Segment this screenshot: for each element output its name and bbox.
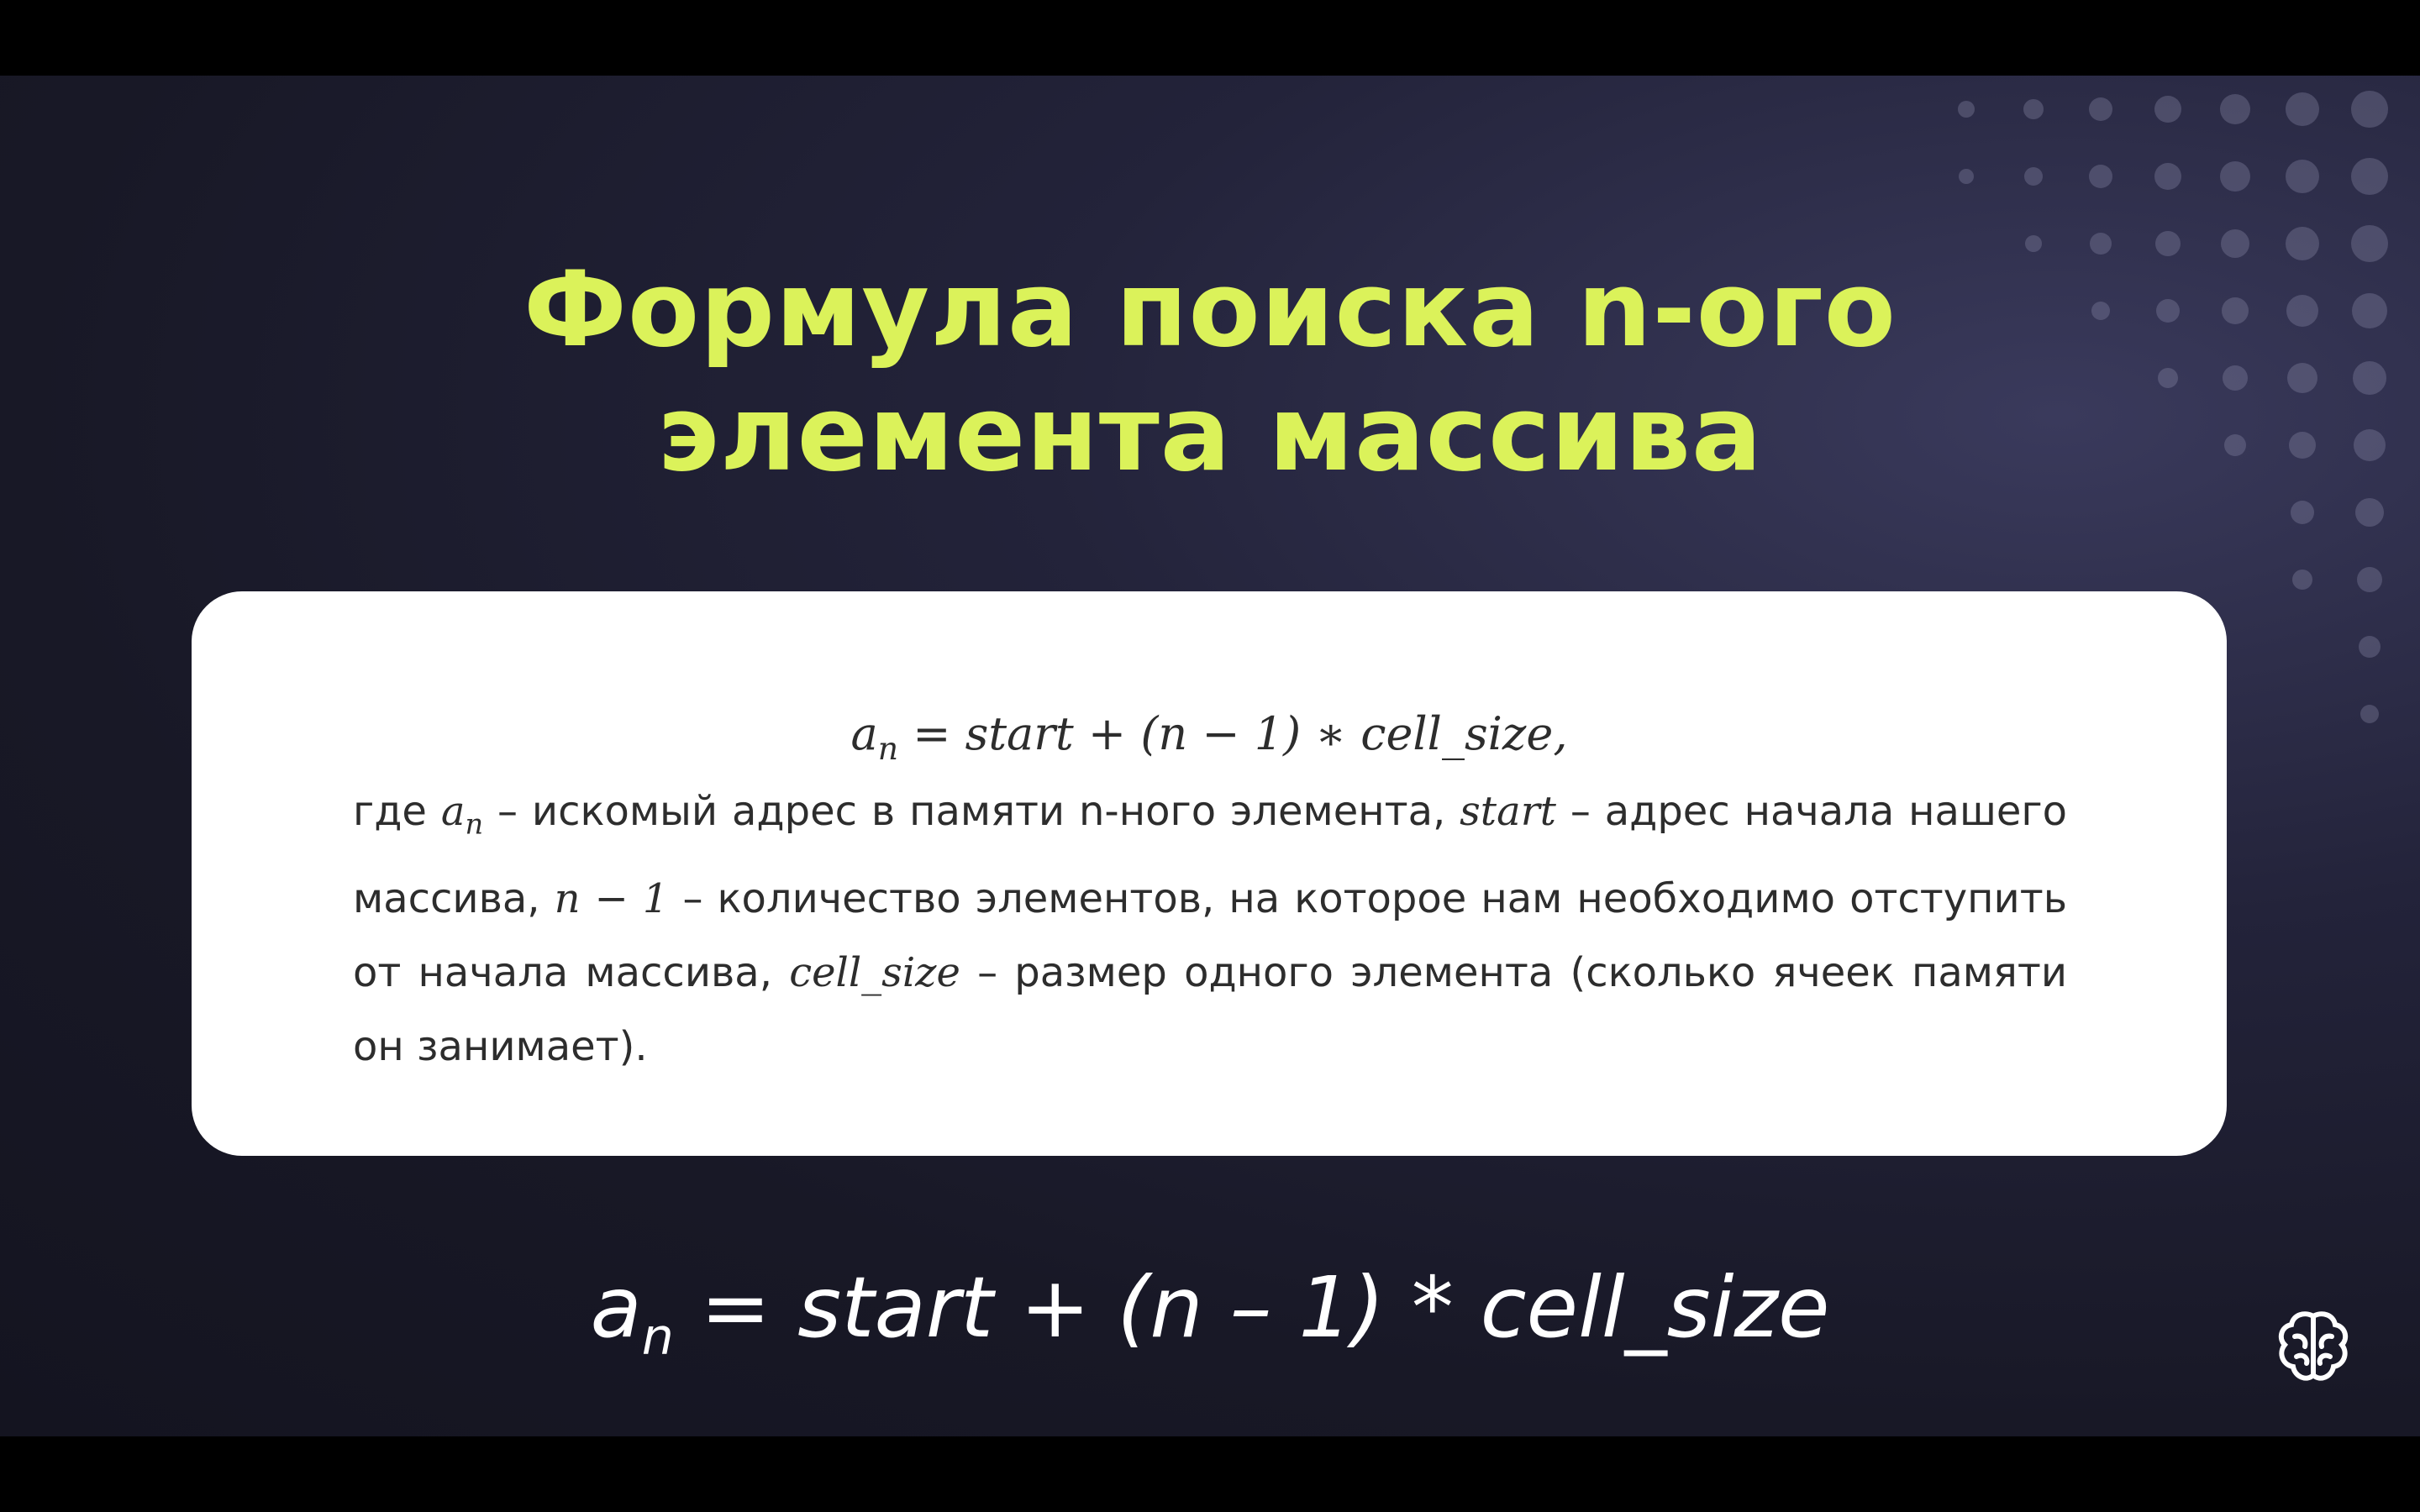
desc-text-3: – адрес начала нашего массива, — [353, 788, 2067, 922]
desc-var-start: start — [1460, 788, 1556, 835]
caption-a: a — [590, 1258, 642, 1357]
card-formula-sub: n — [877, 729, 899, 767]
caption-sub: n — [641, 1308, 674, 1367]
desc-var-a-sub: n — [465, 807, 484, 841]
desc-var-n-minus-1: n − 1 — [554, 874, 669, 922]
desc-text-5: – размер одного элемента (сколько ячеек памяти он занимает). — [353, 948, 2068, 1070]
desc-var-a: a — [440, 788, 466, 835]
desc-var-cell-size: cell_size — [789, 948, 960, 996]
slide-title-line1: Формула поиска n-ого — [523, 249, 1897, 370]
card-formula — [192, 707, 2227, 767]
slide-title-line2: элемента массива — [657, 374, 1763, 495]
card-formula-rest: = start + (n − 1) ∗ cell_size, — [898, 707, 1568, 760]
desc-text-4: – количество элементов, на которое нам необходимо отступить от начала массива, — [353, 874, 2067, 996]
brain-icon — [2273, 1306, 2354, 1387]
caption-formula — [0, 1258, 2420, 1367]
caption-rest: = start + (n – 1) * cell_size — [673, 1258, 1830, 1357]
desc-var-an — [440, 788, 484, 841]
slide — [0, 76, 2420, 1436]
desc-text-2: – искомый адрес в памяти n-ного элемента, — [483, 788, 1460, 835]
card-formula-a: a — [850, 707, 878, 760]
card-description — [353, 774, 2067, 1084]
formula-card — [192, 591, 2227, 1156]
desc-text-1: где — [353, 788, 441, 835]
slide-title — [0, 248, 2420, 496]
